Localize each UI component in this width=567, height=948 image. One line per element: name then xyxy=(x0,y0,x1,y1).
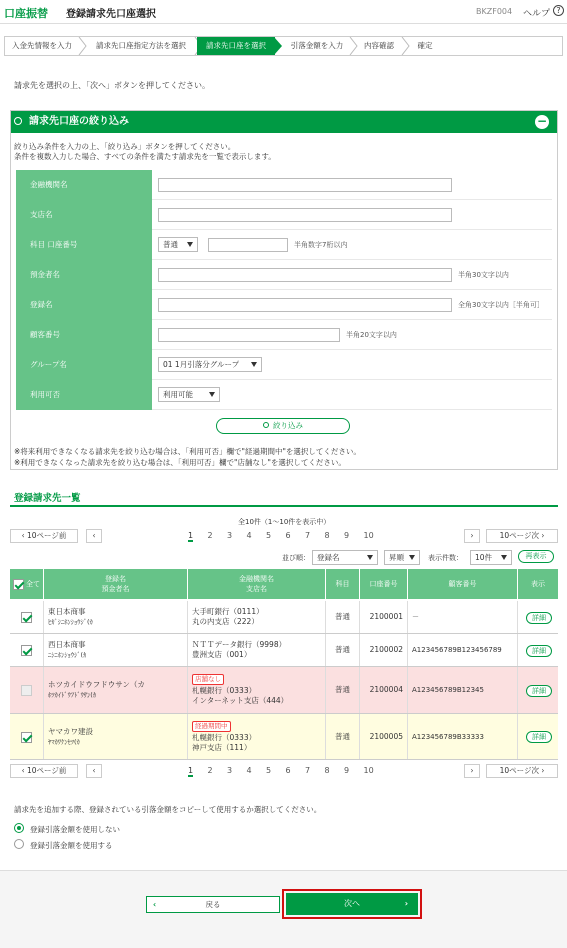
group-select-value: 01 1月引落分グループ xyxy=(163,360,240,369)
table-row xyxy=(10,714,558,760)
detail-button[interactable]: 詳細 xyxy=(526,731,552,743)
holder-kana: ﾆｼﾆﾎﾝｼｮｳｼﾞ(ｶ xyxy=(48,651,87,659)
filter-panel-header[interactable] xyxy=(11,111,557,133)
bank-cell xyxy=(188,601,326,633)
chevron-down-icon xyxy=(187,242,193,247)
step-indicator xyxy=(4,36,563,56)
page-number-link[interactable]: 10 xyxy=(363,766,374,775)
sort-field-value: 登録名 xyxy=(317,553,340,562)
name-cell xyxy=(44,714,188,759)
branch-name: 丸の内支店（222） xyxy=(192,617,259,626)
group-select[interactable] xyxy=(158,357,262,372)
select-all-checkbox[interactable] xyxy=(13,579,24,590)
chevron-left-icon: ‹ xyxy=(92,531,96,540)
bank-name: 大手町銀行（0111） xyxy=(192,607,264,616)
custno-cell xyxy=(408,634,518,666)
row-checkbox[interactable] xyxy=(21,612,32,623)
table-row xyxy=(10,601,558,634)
customer-number: A123456789B33333 xyxy=(412,732,484,741)
subject-value: 普通 xyxy=(335,731,350,741)
top-bar xyxy=(0,0,567,24)
custno-cell xyxy=(408,601,518,633)
customer-number: － xyxy=(412,613,419,621)
subject-cell xyxy=(326,634,360,666)
status-badge: 経過期間中 xyxy=(192,721,231,732)
usable-label: 利用可否 xyxy=(16,380,152,410)
next-page-button[interactable] xyxy=(464,764,480,778)
account-number: 2100005 xyxy=(369,731,403,741)
step-4: 引落金額を入力 xyxy=(290,41,344,50)
filter-button[interactable] xyxy=(216,418,350,434)
subject-select-value: 普通 xyxy=(163,240,178,249)
copy-question: 請求先を追加する際、登録されている引落金額をコピーして使用するか選択してください。 xyxy=(14,805,322,814)
next-10-pages-button[interactable] xyxy=(486,529,558,543)
prev-page-button[interactable] xyxy=(86,529,102,543)
no-copy-label[interactable]: 登録引落金額を使用しない xyxy=(30,825,120,834)
chevron-right-icon: › xyxy=(539,766,545,775)
customer-number: A123456789B12345 xyxy=(412,686,484,694)
holder-name-input[interactable] xyxy=(158,268,452,282)
note-line: ※利用できなくなった請求先を絞り込む場合は、「利用可否」欄で"店舗なし"を選択してください。 xyxy=(14,458,346,467)
list-title: 登録請求先一覧 xyxy=(14,493,81,504)
next10-label: 10ページ次 xyxy=(499,531,539,540)
holder-hint: 半角30文字以内 xyxy=(458,271,509,279)
table-row xyxy=(10,667,558,714)
page-number-link[interactable]: 4 xyxy=(246,766,252,775)
chevron-down-icon xyxy=(409,555,415,560)
prev10-label: 10ページ前 xyxy=(26,766,67,775)
bank-header xyxy=(188,569,326,599)
row-select-cell xyxy=(10,634,44,666)
registered-name: ホツカイドウフドウサン（カ xyxy=(48,680,145,689)
bank-name: 札幌銀行（0333） xyxy=(192,686,257,695)
chevron-left-icon: ‹ xyxy=(92,766,96,775)
page-number-link[interactable]: 6 xyxy=(285,531,291,540)
custno-cell xyxy=(408,667,518,713)
filter-description xyxy=(14,142,276,162)
intro-text: 請求先を選択の上、「次へ」ボタンを押してください。 xyxy=(14,81,210,90)
note-line: ※将来利用できなくなる請求先を絞り込む場合は、「利用可否」欄で"経過期間中"を選択してください。 xyxy=(14,447,361,456)
page-title: 登録請求先口座選択 xyxy=(66,9,156,20)
chevron-right-icon: › xyxy=(404,899,408,908)
name-cell xyxy=(44,601,188,633)
next-10-pages-button[interactable] xyxy=(486,764,558,778)
account-cell xyxy=(360,714,408,759)
chevron-right-icon: › xyxy=(470,766,474,775)
table-header xyxy=(10,569,558,599)
no-copy-radio[interactable] xyxy=(14,823,24,833)
page-number-link[interactable]: 8 xyxy=(324,531,330,540)
back-button-label: 戻る xyxy=(205,900,221,909)
regname-hint: 全角30文字以内［半角可］ xyxy=(458,301,544,309)
search-icon xyxy=(263,422,269,428)
customer-number: A123456789B123456789 xyxy=(412,646,502,654)
detail-button[interactable]: 詳細 xyxy=(526,612,552,624)
holder-kana: ﾋｶﾞｼﾆﾎﾝｼｮｳｼﾞ(ｶ xyxy=(48,618,93,626)
result-count: 全10件（1〜10件を表示中） xyxy=(238,518,331,526)
account-cell xyxy=(360,601,408,633)
filter-row-usable xyxy=(16,380,552,410)
step-3-current: 請求先口座を選択 xyxy=(197,37,275,55)
page-number-link[interactable]: 4 xyxy=(246,531,252,540)
custno-label: 顧客番号 xyxy=(16,320,152,350)
branch-name: インターネット支店（444） xyxy=(192,696,289,705)
chevron-left-icon: ‹ xyxy=(153,900,157,909)
name-header-line: 登録名 xyxy=(105,575,126,583)
chevron-down-icon xyxy=(367,555,373,560)
registered-name: ヤマカワ建設 xyxy=(48,726,93,736)
page-number-link[interactable]: 1 xyxy=(188,766,194,775)
row-select-cell xyxy=(10,667,44,713)
chevron-right-icon: › xyxy=(539,531,545,540)
page-number-link[interactable]: 3 xyxy=(227,766,233,775)
bank-name: ＮＴＴデータ銀行（9998） xyxy=(192,640,287,649)
search-icon xyxy=(14,117,22,125)
filter-row-bank xyxy=(16,170,552,200)
bank-name: 札幌銀行（0333） xyxy=(192,732,257,742)
bank-label: 金融機関名 xyxy=(16,170,152,200)
page-number-link[interactable]: 9 xyxy=(344,531,350,540)
bank-header-line: 金融機関名 xyxy=(239,575,274,583)
row-checkbox[interactable] xyxy=(21,645,32,656)
name-header-line: 預金者名 xyxy=(101,585,130,593)
display-cell xyxy=(518,634,558,666)
detail-button[interactable]: 詳細 xyxy=(526,685,552,697)
step-arrow-icon xyxy=(274,37,284,55)
back-button[interactable] xyxy=(146,896,280,913)
subject-cell xyxy=(326,714,360,759)
name-cell xyxy=(44,667,188,713)
page-number-link[interactable]: 6 xyxy=(285,766,291,775)
regname-label: 登録名 xyxy=(16,290,152,320)
per-page-select[interactable] xyxy=(470,550,512,565)
detail-button[interactable]: 詳細 xyxy=(526,645,552,657)
row-select-cell xyxy=(10,714,44,759)
sort-order-value: 昇順 xyxy=(389,553,404,562)
next10-label: 10ページ次 xyxy=(499,766,539,775)
select-all-label: 全て xyxy=(26,580,40,588)
chevron-down-icon xyxy=(209,392,215,397)
per-page-value: 10件 xyxy=(475,553,493,562)
registered-name: 西日本商事 xyxy=(48,640,86,649)
page-number-link[interactable]: 9 xyxy=(344,766,350,775)
per-page-label: 表示件数： xyxy=(428,554,463,562)
account-number-input[interactable] xyxy=(208,238,288,252)
branch-label: 支店名 xyxy=(16,200,152,230)
filter-row-holder xyxy=(16,260,552,290)
help-icon[interactable]: ? xyxy=(553,5,564,16)
bank-cell xyxy=(188,714,326,759)
step-arrow-icon xyxy=(77,37,87,55)
filter-notes xyxy=(14,446,361,468)
account-number: 2100002 xyxy=(369,645,403,654)
account-cell xyxy=(360,667,408,713)
filter-row-branch xyxy=(16,200,552,230)
subject-value: 普通 xyxy=(335,612,350,621)
customer-number-input[interactable] xyxy=(158,328,340,342)
filter-row-account xyxy=(16,230,552,260)
filter-button-label: 絞り込み xyxy=(273,421,303,430)
group-label: グループ名 xyxy=(16,350,152,380)
subject-value: 普通 xyxy=(335,645,350,654)
prev-10-pages-button[interactable] xyxy=(10,764,78,778)
account-number: 2100001 xyxy=(369,612,403,621)
filter-row-regname xyxy=(16,290,552,320)
branch-name-input[interactable] xyxy=(158,208,452,222)
usable-select[interactable] xyxy=(158,387,220,402)
bank-header-line: 支店名 xyxy=(246,585,267,593)
screen-code: BKZF004 xyxy=(476,7,513,16)
account-number: 2100004 xyxy=(369,685,403,694)
next-button-label: 次へ xyxy=(344,899,360,908)
step-2: 請求先口座指定方法を選択 xyxy=(96,41,186,50)
bank-cell xyxy=(188,667,326,713)
chevron-right-icon: › xyxy=(470,531,474,540)
subject-select[interactable] xyxy=(158,237,198,252)
display-cell xyxy=(518,714,558,759)
filter-desc-line: 条件を複数入力した場合、すべての条件を満たす請求先を一覧で表示します。 xyxy=(14,152,276,161)
page-number-link[interactable]: 7 xyxy=(305,766,311,775)
registered-name: 東日本商事 xyxy=(48,607,86,616)
copy-label[interactable]: 登録引落金額を使用する xyxy=(30,841,113,850)
sort-order-select[interactable] xyxy=(384,550,420,565)
row-checkbox xyxy=(21,685,32,696)
list-title-underline xyxy=(10,505,558,507)
registered-name-input[interactable] xyxy=(158,298,452,312)
holder-kana: ﾎﾂｶｲﾄﾞｳﾌﾄﾞｳｻﾝ(ｶ xyxy=(48,691,97,699)
page-number-link[interactable]: 8 xyxy=(324,766,330,775)
account-label: 科目 口座番号 xyxy=(16,230,152,260)
holder-label: 預金者名 xyxy=(16,260,152,290)
page-number-link[interactable]: 2 xyxy=(207,531,213,540)
prev-10-pages-button[interactable] xyxy=(10,529,78,543)
usable-select-value: 利用可能 xyxy=(163,390,193,399)
page-number-link[interactable]: 5 xyxy=(266,766,272,775)
page-number-link[interactable]: 3 xyxy=(227,531,233,540)
table-row xyxy=(10,634,558,667)
subject-header: 科目 xyxy=(326,569,360,599)
service-logo: 口座振替 xyxy=(4,7,48,20)
filter-row-custno xyxy=(16,320,552,350)
custno-cell xyxy=(408,714,518,759)
next-button[interactable] xyxy=(286,893,418,915)
filter-panel-title: 請求先口座の絞り込み xyxy=(29,116,129,127)
chevron-left-icon: ‹ xyxy=(21,531,27,540)
sort-field-select[interactable] xyxy=(312,550,378,565)
subject-cell xyxy=(326,601,360,633)
prev10-label: 10ページ前 xyxy=(26,531,67,540)
name-cell xyxy=(44,634,188,666)
copy-radio[interactable] xyxy=(14,839,24,849)
account-hint: 半角数字7桁以内 xyxy=(294,241,348,249)
page-number-link[interactable]: 1 xyxy=(188,531,194,540)
display-cell xyxy=(518,667,558,713)
holder-kana: ﾔﾏｶﾜｹﾝｾﾂ(ｶ xyxy=(48,737,80,746)
account-cell xyxy=(360,634,408,666)
filter-row-group xyxy=(16,350,552,380)
branch-name: 豊洲支店（001） xyxy=(192,650,252,659)
help-link[interactable]: ヘルプ xyxy=(523,9,551,19)
name-header xyxy=(44,569,188,599)
custno-hint: 半角20文字以内 xyxy=(346,331,397,339)
page-number-link[interactable]: 7 xyxy=(305,531,311,540)
bank-name-input[interactable] xyxy=(158,178,452,192)
next-button-highlight xyxy=(282,889,422,919)
collapse-icon[interactable]: − xyxy=(536,114,548,128)
chevron-left-icon: ‹ xyxy=(21,766,27,775)
row-checkbox[interactable] xyxy=(21,732,32,743)
next-page-button[interactable] xyxy=(464,529,480,543)
step-1: 入金先情報を入力 xyxy=(12,41,72,50)
page-number-link[interactable]: 5 xyxy=(266,531,272,540)
filter-desc-line: 絞り込み条件を入力の上、「絞り込み」ボタンを押してください。 xyxy=(14,142,236,151)
status-badge: 店舗なし xyxy=(192,674,224,685)
step-6: 確定 xyxy=(417,41,433,50)
refresh-button[interactable]: 再表示 xyxy=(518,550,554,563)
subject-value: 普通 xyxy=(335,685,350,694)
bank-cell xyxy=(188,634,326,666)
page-number-link[interactable]: 2 xyxy=(207,766,213,775)
branch-name: 神戸支店（111） xyxy=(192,742,252,752)
step-5: 内容確認 xyxy=(364,41,394,50)
display-cell xyxy=(518,601,558,633)
row-select-cell xyxy=(10,601,44,633)
custno-header: 顧客番号 xyxy=(408,569,518,599)
account-header: 口座番号 xyxy=(360,569,408,599)
display-header: 表示 xyxy=(531,580,545,588)
chevron-down-icon xyxy=(251,362,257,367)
prev-page-button[interactable] xyxy=(86,764,102,778)
subject-cell xyxy=(326,667,360,713)
sort-label: 並び順： xyxy=(282,554,310,562)
page-number-link[interactable]: 10 xyxy=(363,531,374,540)
chevron-down-icon xyxy=(501,555,507,560)
select-all-header[interactable] xyxy=(10,569,44,599)
